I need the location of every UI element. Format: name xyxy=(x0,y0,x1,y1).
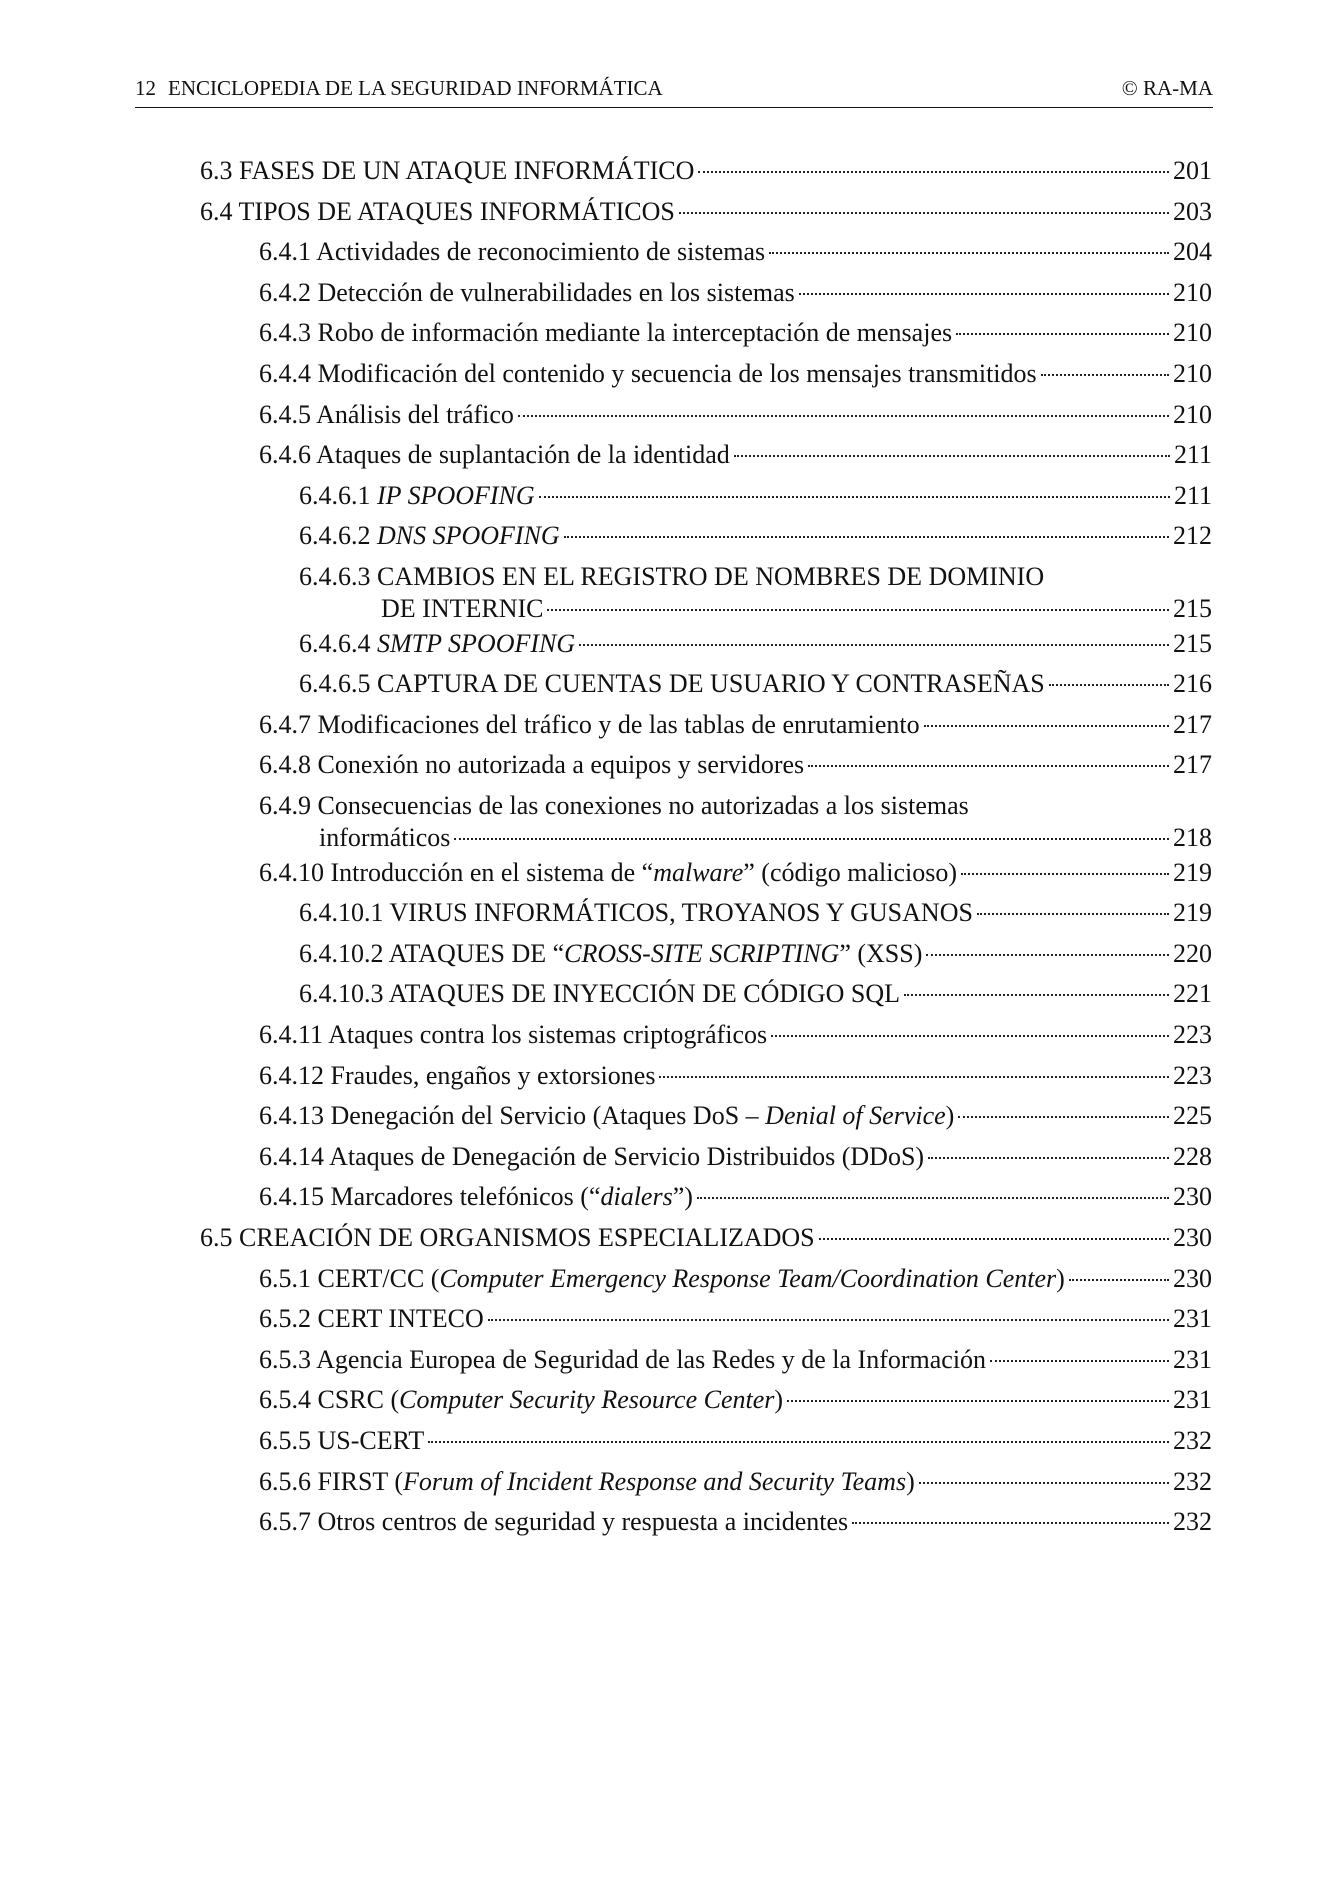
toc-entry-number: 6.5.7 xyxy=(259,1507,318,1537)
toc-entry-number: 6.4.6 xyxy=(259,440,317,470)
toc-entry[interactable] xyxy=(259,1425,1212,1457)
toc-entry-title-part: Modificación del contenido y secuencia de los mensajes transmitidos xyxy=(317,359,1037,388)
toc-entry-title-part: ”) xyxy=(672,1182,693,1212)
toc-entry-page: 232 xyxy=(1173,1466,1212,1496)
toc-entry-row xyxy=(259,1263,1212,1295)
toc-entry-title-part: Marcadores telefónicos (“ xyxy=(330,1182,601,1212)
toc-entry-number: 6.5.6 xyxy=(259,1466,318,1496)
toc-entry-number: 6.4.3 xyxy=(259,318,318,348)
toc-entry-row xyxy=(259,822,1212,854)
dot-leader xyxy=(539,496,1170,498)
toc-entry-title-part: Detección de vulnerabilidades en los sistemas xyxy=(317,277,795,307)
toc-entry-page: 210 xyxy=(1173,277,1212,307)
toc-entry-title-part: Ataques contra los sistemas criptográficos xyxy=(328,1020,768,1049)
toc-entry-row xyxy=(259,1181,1212,1213)
toc-entry-title xyxy=(299,668,1045,700)
toc-entry-page: 211 xyxy=(1173,440,1212,470)
toc-entry-page: 220 xyxy=(1173,938,1212,968)
toc-entry-title-part: VIRUS INFORMÁTICOS, TROYANOS Y GUSANOS xyxy=(389,898,973,928)
dot-leader xyxy=(454,838,1169,840)
toc-entry[interactable] xyxy=(259,277,1212,309)
toc-entry[interactable] xyxy=(259,1181,1212,1213)
toc-entry-page: 215 xyxy=(1173,628,1212,658)
toc-entry[interactable] xyxy=(200,196,1212,228)
toc-entry-title-part: Otros centros de seguridad y respuesta a incidentes xyxy=(317,1507,849,1537)
toc-entry-title-part: ATAQUES DE “ xyxy=(388,938,565,968)
toc-entry-number: 6.4.1 xyxy=(259,237,317,267)
header-publisher: © RA-MA xyxy=(1121,76,1213,100)
toc-entry-title xyxy=(299,520,560,552)
toc-entry-number: 6.4.10.3 xyxy=(299,979,389,1009)
toc-entry-title xyxy=(299,897,973,929)
toc-entry-page: 201 xyxy=(1173,156,1212,185)
toc-entry[interactable] xyxy=(299,938,1212,970)
toc-entry-row xyxy=(259,1344,1212,1376)
toc-entry-title-part: SMTP SPOOFING xyxy=(377,628,576,658)
toc-entry-row xyxy=(299,628,1212,660)
toc-entry-number: 6.4.10.2 xyxy=(299,938,389,968)
toc-entry-row xyxy=(200,196,1212,228)
toc-entry-title-part: ) xyxy=(945,1101,955,1131)
toc-entry-title-part: TIPOS DE ATAQUES INFORMÁTICOS xyxy=(238,196,675,226)
toc-entry-page: 223 xyxy=(1173,1060,1212,1090)
toc-entry-title xyxy=(299,480,535,512)
toc-entry[interactable] xyxy=(259,439,1212,471)
toc-entry-page: 230 xyxy=(1173,1182,1212,1212)
dot-leader xyxy=(1041,374,1169,376)
dot-leader xyxy=(799,293,1169,295)
toc-entry-title-part: Introducción en el sistema de “ xyxy=(330,857,654,887)
dot-leader xyxy=(977,913,1169,915)
toc-entry-number: 6.4.10.1 xyxy=(299,898,390,928)
toc-entry-number: 6.4.10 xyxy=(259,857,331,887)
toc-entry-title-part: malware xyxy=(653,857,744,887)
toc-entry-title-part: CERT INTECO xyxy=(317,1304,484,1334)
toc-entry[interactable] xyxy=(259,1141,1212,1173)
header-left xyxy=(135,76,675,101)
toc-entry-page: 204 xyxy=(1173,237,1212,267)
toc-entry-title xyxy=(259,749,804,781)
toc-entry-number: 6.4.6.2 xyxy=(299,521,377,551)
toc-entry-title-part: Análisis del tráfico xyxy=(316,399,514,429)
toc-entry[interactable] xyxy=(259,1506,1212,1538)
toc-entry-page: 221 xyxy=(1173,979,1212,1009)
dot-leader xyxy=(564,536,1169,538)
toc-entry-title xyxy=(259,277,795,309)
toc-entry-row xyxy=(200,1222,1212,1254)
toc-entry-number: 6.4.2 xyxy=(259,277,318,307)
toc-entry-title xyxy=(299,628,575,660)
toc-entry-title xyxy=(259,1263,1065,1295)
toc-entry[interactable] xyxy=(259,1303,1212,1335)
toc-entry-row xyxy=(259,236,1212,268)
toc-entry-title-part: ) xyxy=(1056,1263,1065,1293)
toc-entry-title-part: Denegación del Servicio (Ataques DoS – xyxy=(330,1101,766,1131)
dot-leader xyxy=(679,212,1169,214)
toc-entry-title-part: DE INTERNIC xyxy=(381,594,544,623)
toc-entry-row xyxy=(259,709,1212,741)
toc-entry-number: 6.5.5 xyxy=(259,1426,318,1455)
toc-entry-page: 210 xyxy=(1173,359,1212,388)
toc-entry-title-part: Fraudes, engaños y extorsiones xyxy=(330,1060,656,1090)
toc-entry-page: 217 xyxy=(1173,709,1212,739)
toc-entry-first-line xyxy=(299,561,1212,593)
dot-leader xyxy=(958,1116,1169,1118)
toc-entry-row xyxy=(259,1425,1212,1457)
dot-leader xyxy=(924,725,1169,727)
dot-leader xyxy=(734,455,1170,457)
toc-entry-row xyxy=(299,593,1212,625)
dot-leader xyxy=(428,1441,1169,1443)
dot-leader xyxy=(1049,684,1169,686)
toc-entry-first-line xyxy=(259,790,1212,822)
toc-entry-number: 6.4.14 xyxy=(259,1141,330,1171)
toc-entry-title-part: IP SPOOFING xyxy=(377,480,535,510)
toc-entry-title-line: Consecuencias de las conexiones no autorizadas a los sistemas xyxy=(317,791,969,820)
toc-entry-row xyxy=(259,317,1212,349)
toc-entry-page: 217 xyxy=(1173,750,1212,780)
toc-entry-row xyxy=(259,439,1212,471)
toc-entry-title xyxy=(200,1222,815,1254)
toc-entry-title xyxy=(200,196,675,228)
toc-entry-number: 6.4.11 xyxy=(259,1020,329,1049)
header-book-title: ENCICLOPEDIA DE LA SEGURIDAD INFORMÁTICA xyxy=(168,76,663,100)
toc-entry-row xyxy=(259,277,1212,309)
toc-entry-title-part: Ataques de suplantación de la identidad xyxy=(316,440,730,470)
toc-entry-title-part: ) xyxy=(906,1466,915,1496)
dot-leader xyxy=(956,333,1169,335)
toc-entry[interactable] xyxy=(259,236,1212,268)
toc-entry-number: 6.4.13 xyxy=(259,1101,331,1131)
toc-entry-row xyxy=(299,520,1212,552)
toc-entry-title xyxy=(319,822,450,854)
toc-entry-title xyxy=(299,978,900,1010)
toc-entry-title xyxy=(259,1100,954,1132)
toc-entry-title xyxy=(200,155,694,187)
toc-entry-page: 211 xyxy=(1173,480,1212,510)
dot-leader xyxy=(990,1360,1169,1362)
toc-entry-title xyxy=(259,1425,424,1457)
toc-entry-row xyxy=(259,1303,1212,1335)
toc-entry-title-part: Modificaciones del tráfico y de las tablas de enrutamiento xyxy=(317,709,920,739)
toc-entry-title-part: CREACIÓN DE ORGANISMOS ESPECIALIZADOS xyxy=(239,1223,815,1252)
toc-entry[interactable] xyxy=(259,1060,1212,1092)
toc-entry-page: 232 xyxy=(1173,1426,1212,1455)
toc-entry-title-part: Denial of Service xyxy=(765,1101,946,1131)
toc-entry-title xyxy=(259,1384,783,1416)
dot-leader xyxy=(547,609,1169,611)
toc-entry-title xyxy=(259,358,1037,390)
toc-entry-number: 6.4.8 xyxy=(259,750,318,780)
toc-entry-title-part: CROSS-SITE SCRIPTING xyxy=(564,938,840,968)
toc-entry[interactable] xyxy=(259,790,1212,854)
toc-entry-title-part: Forum of Incident Response and Security Teams xyxy=(403,1466,907,1496)
toc-entry-title-part: informáticos xyxy=(319,823,451,852)
toc-entry[interactable] xyxy=(259,857,1212,889)
toc-entry-title xyxy=(259,317,952,349)
toc-entry[interactable] xyxy=(299,978,1212,1010)
toc-entry-row xyxy=(299,938,1212,970)
toc-entry-title xyxy=(259,709,920,741)
toc-entry-row xyxy=(259,1019,1212,1051)
toc-entry-row xyxy=(259,1100,1212,1132)
dot-leader xyxy=(659,1076,1169,1078)
toc-entry-row xyxy=(259,358,1212,390)
dot-leader xyxy=(518,415,1169,417)
toc-entry-row xyxy=(299,897,1212,929)
toc-entry[interactable] xyxy=(259,749,1212,781)
toc-entry-number: 6.5.4 xyxy=(259,1385,318,1415)
toc-entry-row xyxy=(299,480,1212,512)
toc-entry-number: 6.5.3 xyxy=(259,1344,317,1374)
toc-entry-page: 210 xyxy=(1173,399,1212,429)
dot-leader xyxy=(808,765,1169,767)
toc-entry-title xyxy=(259,857,957,889)
dot-leader xyxy=(488,1319,1169,1321)
toc-entry-page: 203 xyxy=(1173,196,1212,226)
dot-leader xyxy=(928,1157,1169,1159)
toc-entry[interactable] xyxy=(299,628,1212,660)
toc-entry-row xyxy=(259,1060,1212,1092)
toc-entry-row xyxy=(259,1384,1212,1416)
toc-entry-title xyxy=(259,1466,915,1498)
dot-leader xyxy=(771,1035,1169,1037)
toc-entry-page: 212 xyxy=(1173,521,1212,551)
toc-entry-page: 230 xyxy=(1173,1223,1212,1252)
dot-leader xyxy=(769,252,1169,254)
toc-entry-page: 228 xyxy=(1173,1141,1212,1171)
toc-entry-number: 6.4.6.1 xyxy=(299,480,377,510)
toc-entry[interactable] xyxy=(259,1019,1212,1051)
toc-entry-title-part: ) xyxy=(774,1385,784,1415)
toc-entry-title xyxy=(259,439,730,471)
dot-leader xyxy=(819,1238,1169,1240)
toc-entry-page: 218 xyxy=(1173,823,1212,852)
toc-entry-title-part: Computer Emergency Response Team/Coordination Center xyxy=(439,1263,1057,1293)
toc-entry-title-part: ” (XSS) xyxy=(839,938,923,968)
toc-entry[interactable] xyxy=(259,317,1212,349)
toc-entry[interactable] xyxy=(299,897,1212,929)
toc-entry-title xyxy=(259,1181,693,1213)
toc-entry-title-part: FIRST ( xyxy=(317,1466,403,1496)
toc-entry-page: 210 xyxy=(1173,318,1212,348)
toc-entry[interactable] xyxy=(299,520,1212,552)
toc-entry[interactable] xyxy=(259,1263,1212,1295)
toc-entry-number: 6.3 xyxy=(200,156,239,185)
toc-entry-number: 6.4.12 xyxy=(259,1060,331,1090)
toc-entry-title-part: FASES DE UN ATAQUE INFORMÁTICO xyxy=(239,156,695,185)
toc-entry-row xyxy=(259,399,1212,431)
toc-entry[interactable] xyxy=(259,1466,1212,1498)
toc-entry-title xyxy=(259,1344,986,1376)
toc-entry-number: 6.4.4 xyxy=(259,359,318,388)
toc-entry-page: 219 xyxy=(1173,857,1212,887)
dot-leader xyxy=(919,1482,1169,1484)
toc-entry-title xyxy=(259,1141,924,1173)
toc-entry-page: 223 xyxy=(1173,1020,1212,1049)
toc-entry-page: 219 xyxy=(1173,898,1212,928)
toc-entry-title xyxy=(259,1506,848,1538)
toc-entry-page: 232 xyxy=(1173,1507,1212,1537)
toc-entry-number: 6.4.5 xyxy=(259,399,317,429)
toc-entry-page: 231 xyxy=(1173,1385,1212,1415)
toc-entry[interactable] xyxy=(299,668,1212,700)
toc-entry-number: 6.4.7 xyxy=(259,709,318,739)
dot-leader xyxy=(1069,1279,1169,1281)
toc-entry[interactable] xyxy=(259,1100,1212,1132)
toc-entry-title xyxy=(381,593,543,625)
toc-entry-title-part: ” (código malicioso) xyxy=(743,857,957,887)
toc-entry-page: 225 xyxy=(1173,1101,1212,1131)
toc-entry-page: 231 xyxy=(1173,1344,1212,1374)
toc-entry-title xyxy=(259,1019,767,1051)
toc-entry[interactable] xyxy=(200,155,1212,187)
dot-leader xyxy=(961,873,1169,875)
toc-entry-page: 231 xyxy=(1173,1304,1212,1334)
toc-entry-title xyxy=(299,938,922,970)
toc-entry-row xyxy=(259,1466,1212,1498)
dot-leader xyxy=(852,1522,1169,1524)
toc-entry-number: 6.5 xyxy=(200,1223,239,1252)
toc-entry-row xyxy=(299,668,1212,700)
toc-entry[interactable] xyxy=(299,561,1212,625)
toc-entry-number: 6.4.6.5 xyxy=(299,669,377,699)
toc-entry-page: 215 xyxy=(1173,594,1212,623)
toc-entry[interactable] xyxy=(259,1344,1212,1376)
toc-entry-number: 6.4 xyxy=(200,196,239,226)
toc-entry-number: 6.4.9 xyxy=(259,791,318,820)
toc-entry-number: 6.4.6.3 xyxy=(299,562,377,591)
toc-entry-title-part: CERT/CC ( xyxy=(317,1263,440,1293)
toc-entry-title-line: CAMBIOS EN EL REGISTRO DE NOMBRES DE DOMINIO xyxy=(377,562,1045,591)
toc-entry-title-part: Agencia Europea de Seguridad de las Redes y de la Información xyxy=(316,1344,987,1374)
toc-entry[interactable] xyxy=(259,709,1212,741)
header-page-number: 12 xyxy=(135,76,156,100)
toc-entry-row xyxy=(259,749,1212,781)
toc-entry[interactable] xyxy=(299,480,1212,512)
toc-entry-row xyxy=(200,155,1212,187)
toc-entry-title xyxy=(259,1303,484,1335)
toc-entry-row xyxy=(259,1506,1212,1538)
dot-leader xyxy=(697,1197,1169,1199)
toc-entry[interactable] xyxy=(200,1222,1212,1254)
toc-entry-title-part: Computer Security Resource Center xyxy=(399,1385,775,1415)
toc-entry-title-part: Robo de información mediante la interceptación de mensajes xyxy=(317,318,953,348)
toc-entry-title-part: dialers xyxy=(600,1182,673,1212)
toc-entry-page: 230 xyxy=(1173,1263,1212,1293)
toc-entry-title-part: Ataques de Denegación de Servicio Distribuidos (DDoS) xyxy=(329,1141,925,1171)
dot-leader xyxy=(926,954,1169,956)
toc-entry[interactable] xyxy=(259,399,1212,431)
dot-leader xyxy=(579,644,1169,646)
toc-entry-row xyxy=(259,1141,1212,1173)
toc-entry-title-part: DNS SPOOFING xyxy=(377,521,560,551)
running-header xyxy=(135,76,1213,108)
toc-entry[interactable] xyxy=(259,1384,1212,1416)
toc-entry-title xyxy=(259,1060,655,1092)
toc-entry-title xyxy=(259,399,514,431)
toc-entry-number: 6.5.2 xyxy=(259,1304,318,1334)
toc-entry-number: 6.4.15 xyxy=(259,1182,331,1212)
toc-entry-title-part: Conexión no autorizada a equipos y servidores xyxy=(317,750,805,780)
toc-entry-title-part: ATAQUES DE INYECCIÓN DE CÓDIGO SQL xyxy=(388,979,900,1009)
toc-entry-title-part: US-CERT xyxy=(317,1426,425,1455)
dot-leader xyxy=(787,1400,1169,1402)
toc-entry-row xyxy=(299,978,1212,1010)
toc-entry-page: 216 xyxy=(1173,669,1212,699)
toc-entry-row xyxy=(259,857,1212,889)
dot-leader xyxy=(904,994,1169,996)
toc-entry-number: 6.4.6.4 xyxy=(299,628,377,658)
dot-leader xyxy=(698,171,1169,173)
toc-entry-title-part: CAPTURA DE CUENTAS DE USUARIO Y CONTRASEÑAS xyxy=(377,669,1045,699)
toc-entry-title xyxy=(259,236,765,268)
toc-entry-title-part: Actividades de reconocimiento de sistemas xyxy=(316,237,766,267)
toc-entry[interactable] xyxy=(259,358,1212,390)
toc-entry-number: 6.5.1 xyxy=(259,1263,318,1293)
toc-entry-title-part: CSRC ( xyxy=(317,1385,400,1415)
